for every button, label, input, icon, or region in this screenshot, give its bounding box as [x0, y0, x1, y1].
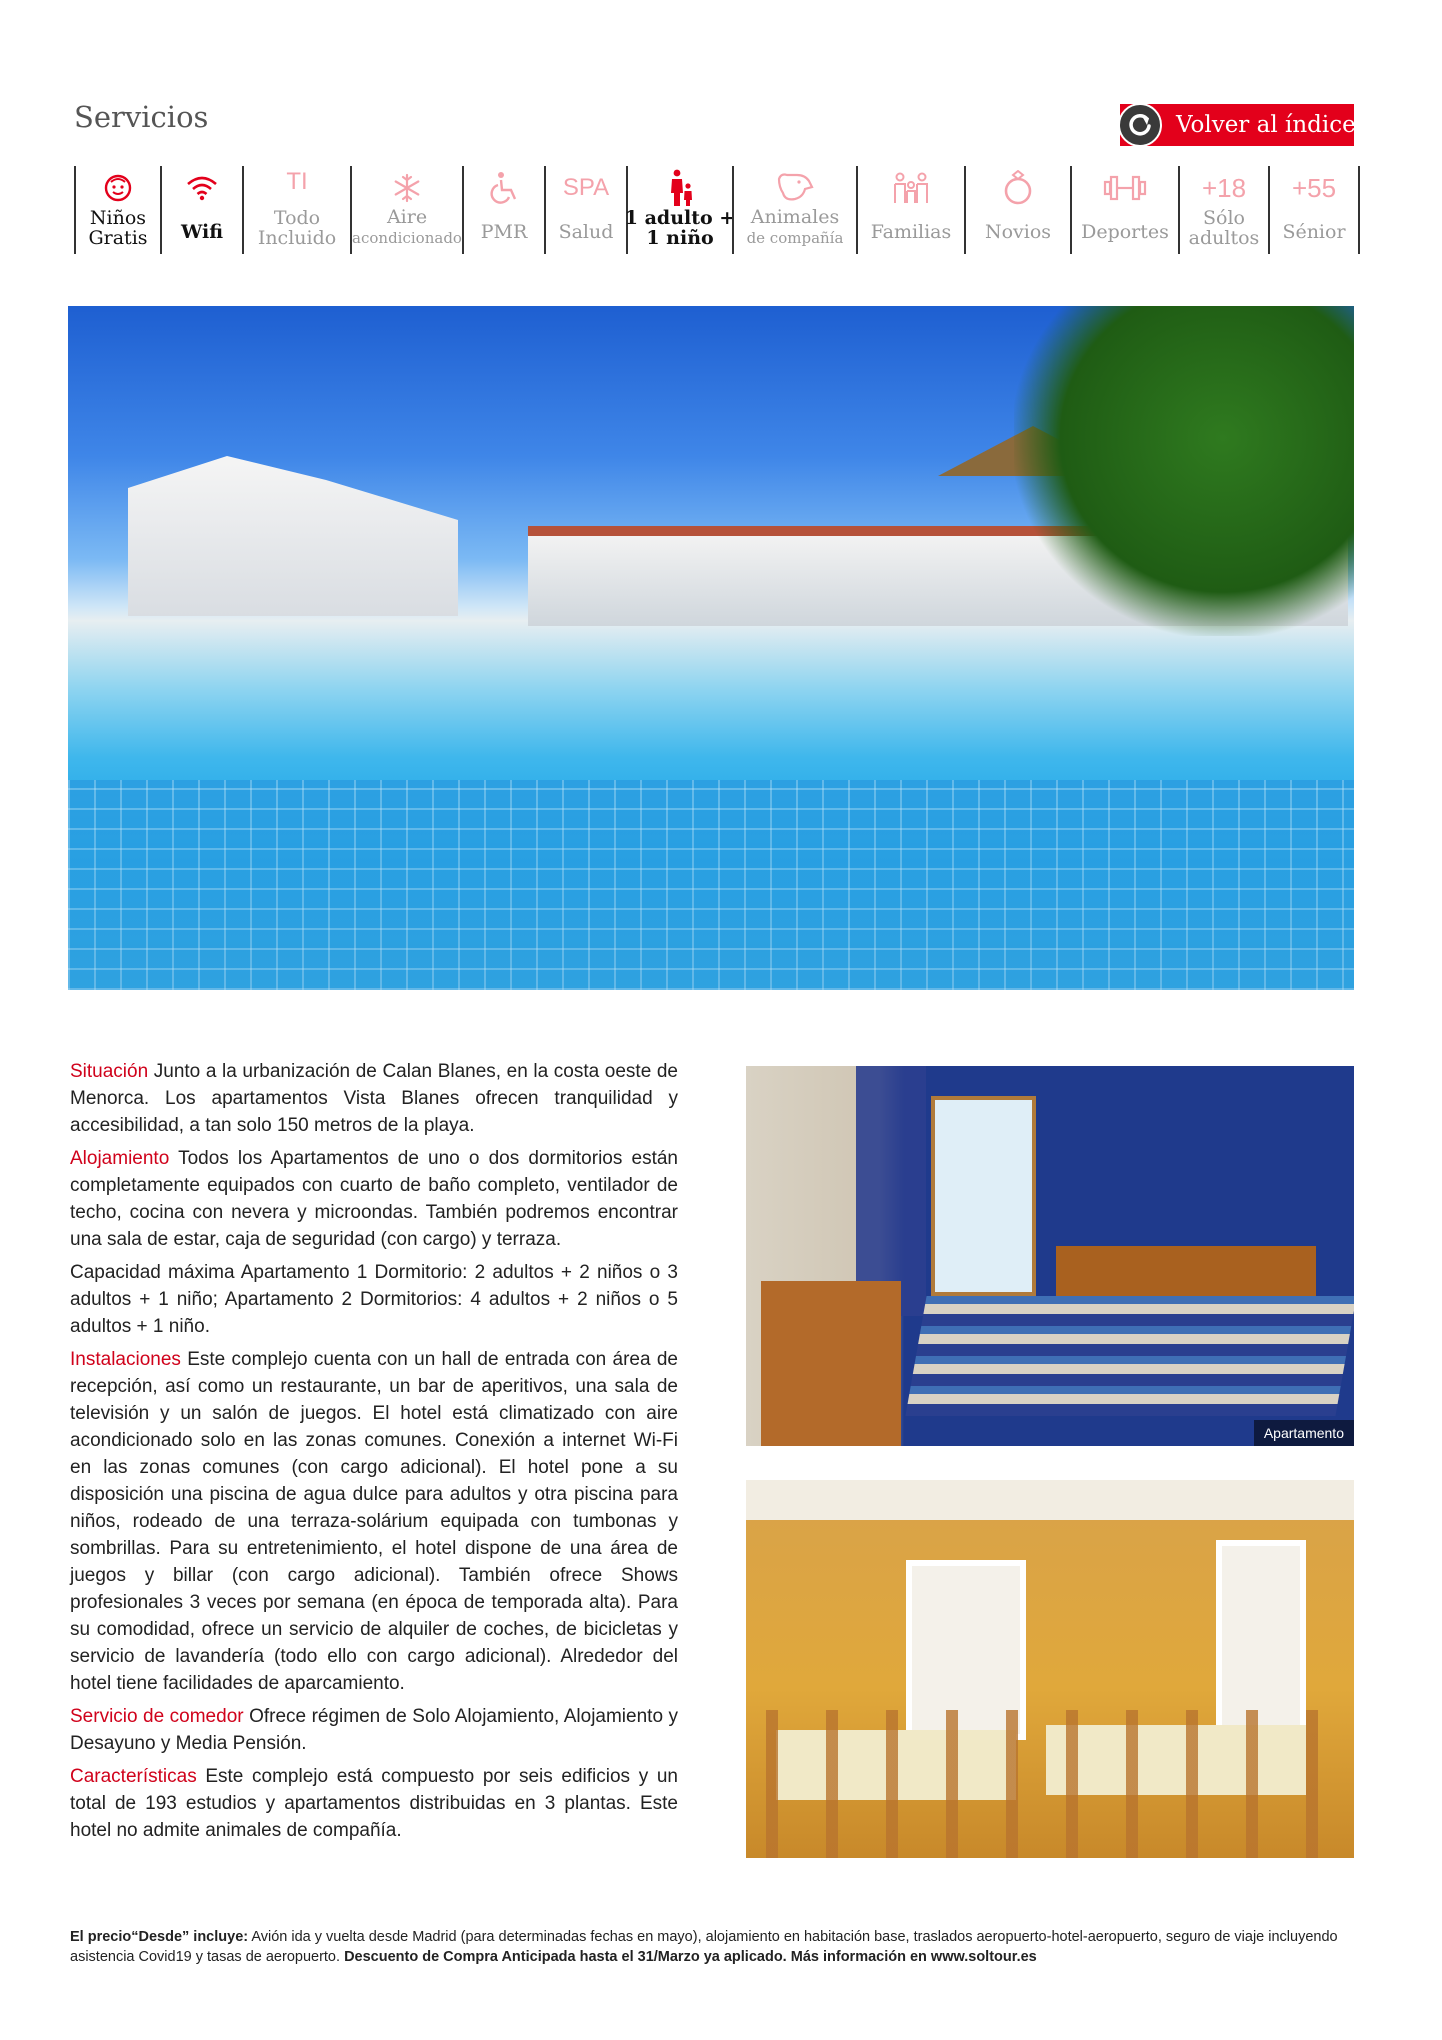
child-face-icon: [76, 168, 160, 208]
service-familias: [856, 166, 964, 254]
pool-photo: [68, 306, 1354, 990]
footnote-discount: Descuento de Compra Anticipada hasta el 31/Marzo ya aplicado. Más información en www.soltour.es: [344, 1949, 1037, 1965]
section-caracteristicas: [70, 1763, 678, 1844]
hotel-description: [70, 1058, 678, 1850]
service-ninos-gratis: [74, 166, 160, 254]
service-senior: [1268, 166, 1360, 254]
service-icon-text: SPA: [562, 174, 610, 201]
apartment-photo: [746, 1066, 1354, 1446]
section-text: Ofrece régimen de Solo Alojamiento, Alojamiento y Desayuno y Media Pensión.: [70, 1706, 678, 1754]
service-label: Aire: [386, 206, 428, 228]
wheelchair-icon: [464, 168, 544, 208]
service-label: Sénior: [1282, 221, 1346, 243]
restaurant-photo: [746, 1480, 1354, 1858]
service-label: adultos: [1188, 227, 1260, 249]
service-label: Niños: [89, 207, 147, 229]
service-aire-acondicionado: [350, 166, 462, 254]
service-label: acondicionado: [352, 229, 462, 247]
service-todo-incluido: [242, 166, 350, 254]
service-label: PMR: [480, 221, 528, 243]
footnote-text: Avión ida y vuelta desde Madrid (para determinadas fechas en mayo), alojamiento en habitación base, traslados aeropuerto-hotel-aeropuerto, seguro de viaje incluyendo asistencia Covid19 y tasas de aeropuerto.: [70, 1929, 1338, 1965]
section-alojamiento: [70, 1145, 678, 1253]
service-wifi: [160, 166, 242, 254]
service-label: Sólo: [1203, 207, 1245, 229]
dumbbell-icon: [1072, 168, 1178, 208]
section-situacion: [70, 1058, 678, 1139]
service-icon-text: +55: [1291, 172, 1337, 203]
service-adulto-nino: [624, 166, 736, 254]
page-title: Servicios: [74, 100, 209, 134]
back-to-index-label: Volver al índice: [1176, 112, 1356, 138]
section-instalaciones: [70, 1346, 678, 1697]
service-label: 1 adulto +: [624, 207, 736, 229]
service-animales: [732, 166, 856, 254]
footnote-label: El precio“Desde” incluye:: [70, 1929, 249, 1945]
service-label: Novios: [984, 221, 1052, 243]
photo-caption: Apartamento: [1254, 1420, 1354, 1446]
service-label: Deportes: [1081, 221, 1169, 243]
section-text: Este complejo cuenta con un hall de entrada con área de recepción, así como un restaurante, un bar de aperitivos, una sala de televisión y un salón de juegos. El hotel está climatizado con aire acondicionado solo en las zonas comunes. Conexión a internet Wi-Fi en las zonas comunes (con cargo adicional). El hotel pone a su disposición una piscina de agua dulce para adultos y otra piscina para niños, rodeado de una terraza-solárium equipada con tumbonas y sombrillas. Para su entretenimiento, el hotel dispone de una área de juegos y billar (con cargo adicional). También ofrece Shows profesionales 3 veces por semana (en época de temporada alta). Para su comodidad, ofrece un servicio de alquiler de coches, de bicicletas y servicio de lavandería (todo ello con cargo adicional). Alrededor del hotel tiene facilidades de aparcamiento.: [70, 1349, 678, 1694]
dog-icon: [734, 168, 856, 208]
section-heading: Situación: [70, 1061, 149, 1082]
section-comedor: [70, 1703, 678, 1757]
section-text: Todos los Apartamentos de uno o dos dormitorios están completamente equipados con cuarto de baño completo, ventilador de techo, cocina con nevera y microondas. También podremos encontrar una sala de estar, caja de seguridad (con cargo) y terraza.: [70, 1148, 678, 1250]
service-label: Animales: [750, 206, 840, 228]
section-heading: Alojamiento: [70, 1148, 170, 1169]
service-label: Todo: [273, 207, 321, 229]
service-solo-adultos: [1178, 166, 1268, 254]
service-label: Incluido: [257, 227, 337, 249]
refresh-icon: [1118, 103, 1162, 147]
service-label: Salud: [558, 221, 614, 243]
service-pmr: [462, 166, 544, 254]
adult-child-icon: [628, 168, 732, 208]
family-icon: [858, 168, 964, 208]
service-icon-text: TI: [286, 168, 308, 195]
ring-icon: [966, 168, 1070, 208]
service-label: 1 niño: [646, 227, 714, 249]
section-text: Junto a la urbanización de Calan Blanes, en la costa oeste de Menorca. Los apartamentos Vista Blanes ofrecen tranquilidad y accesibilidad, a tan solo 150 metros de la playa.: [70, 1061, 678, 1136]
service-label: Wifi: [180, 221, 224, 243]
back-to-index-button[interactable]: [1120, 104, 1354, 146]
wifi-icon: [162, 168, 242, 208]
service-salud: [544, 166, 626, 254]
service-label: Gratis: [88, 227, 148, 249]
section-heading: Servicio de comedor: [70, 1706, 244, 1727]
section-text: Este complejo está compuesto por seis edificios y un total de 193 estudios y apartamentos distribuidas en 3 plantas. Este hotel no admite animales de compañía.: [70, 1766, 678, 1841]
section-capacidad: [70, 1259, 678, 1340]
service-icon-text: +18: [1201, 172, 1247, 203]
service-label: de compañía: [746, 229, 844, 247]
service-deportes: [1070, 166, 1178, 254]
section-text: Capacidad máxima Apartamento 1 Dormitorio: 2 adultos + 2 niños o 3 adultos + 1 niño; Apartamento 2 Dormitorios: 4 adultos + 2 niños o 5 adultos + 1 niño.: [70, 1262, 678, 1337]
services-bar: [74, 166, 1360, 254]
price-footnote: [70, 1927, 1360, 1967]
section-heading: Instalaciones: [70, 1349, 181, 1370]
section-heading: Características: [70, 1766, 197, 1787]
snowflake-icon: [352, 168, 462, 208]
service-novios: [964, 166, 1070, 254]
service-label: Familias: [870, 221, 952, 243]
